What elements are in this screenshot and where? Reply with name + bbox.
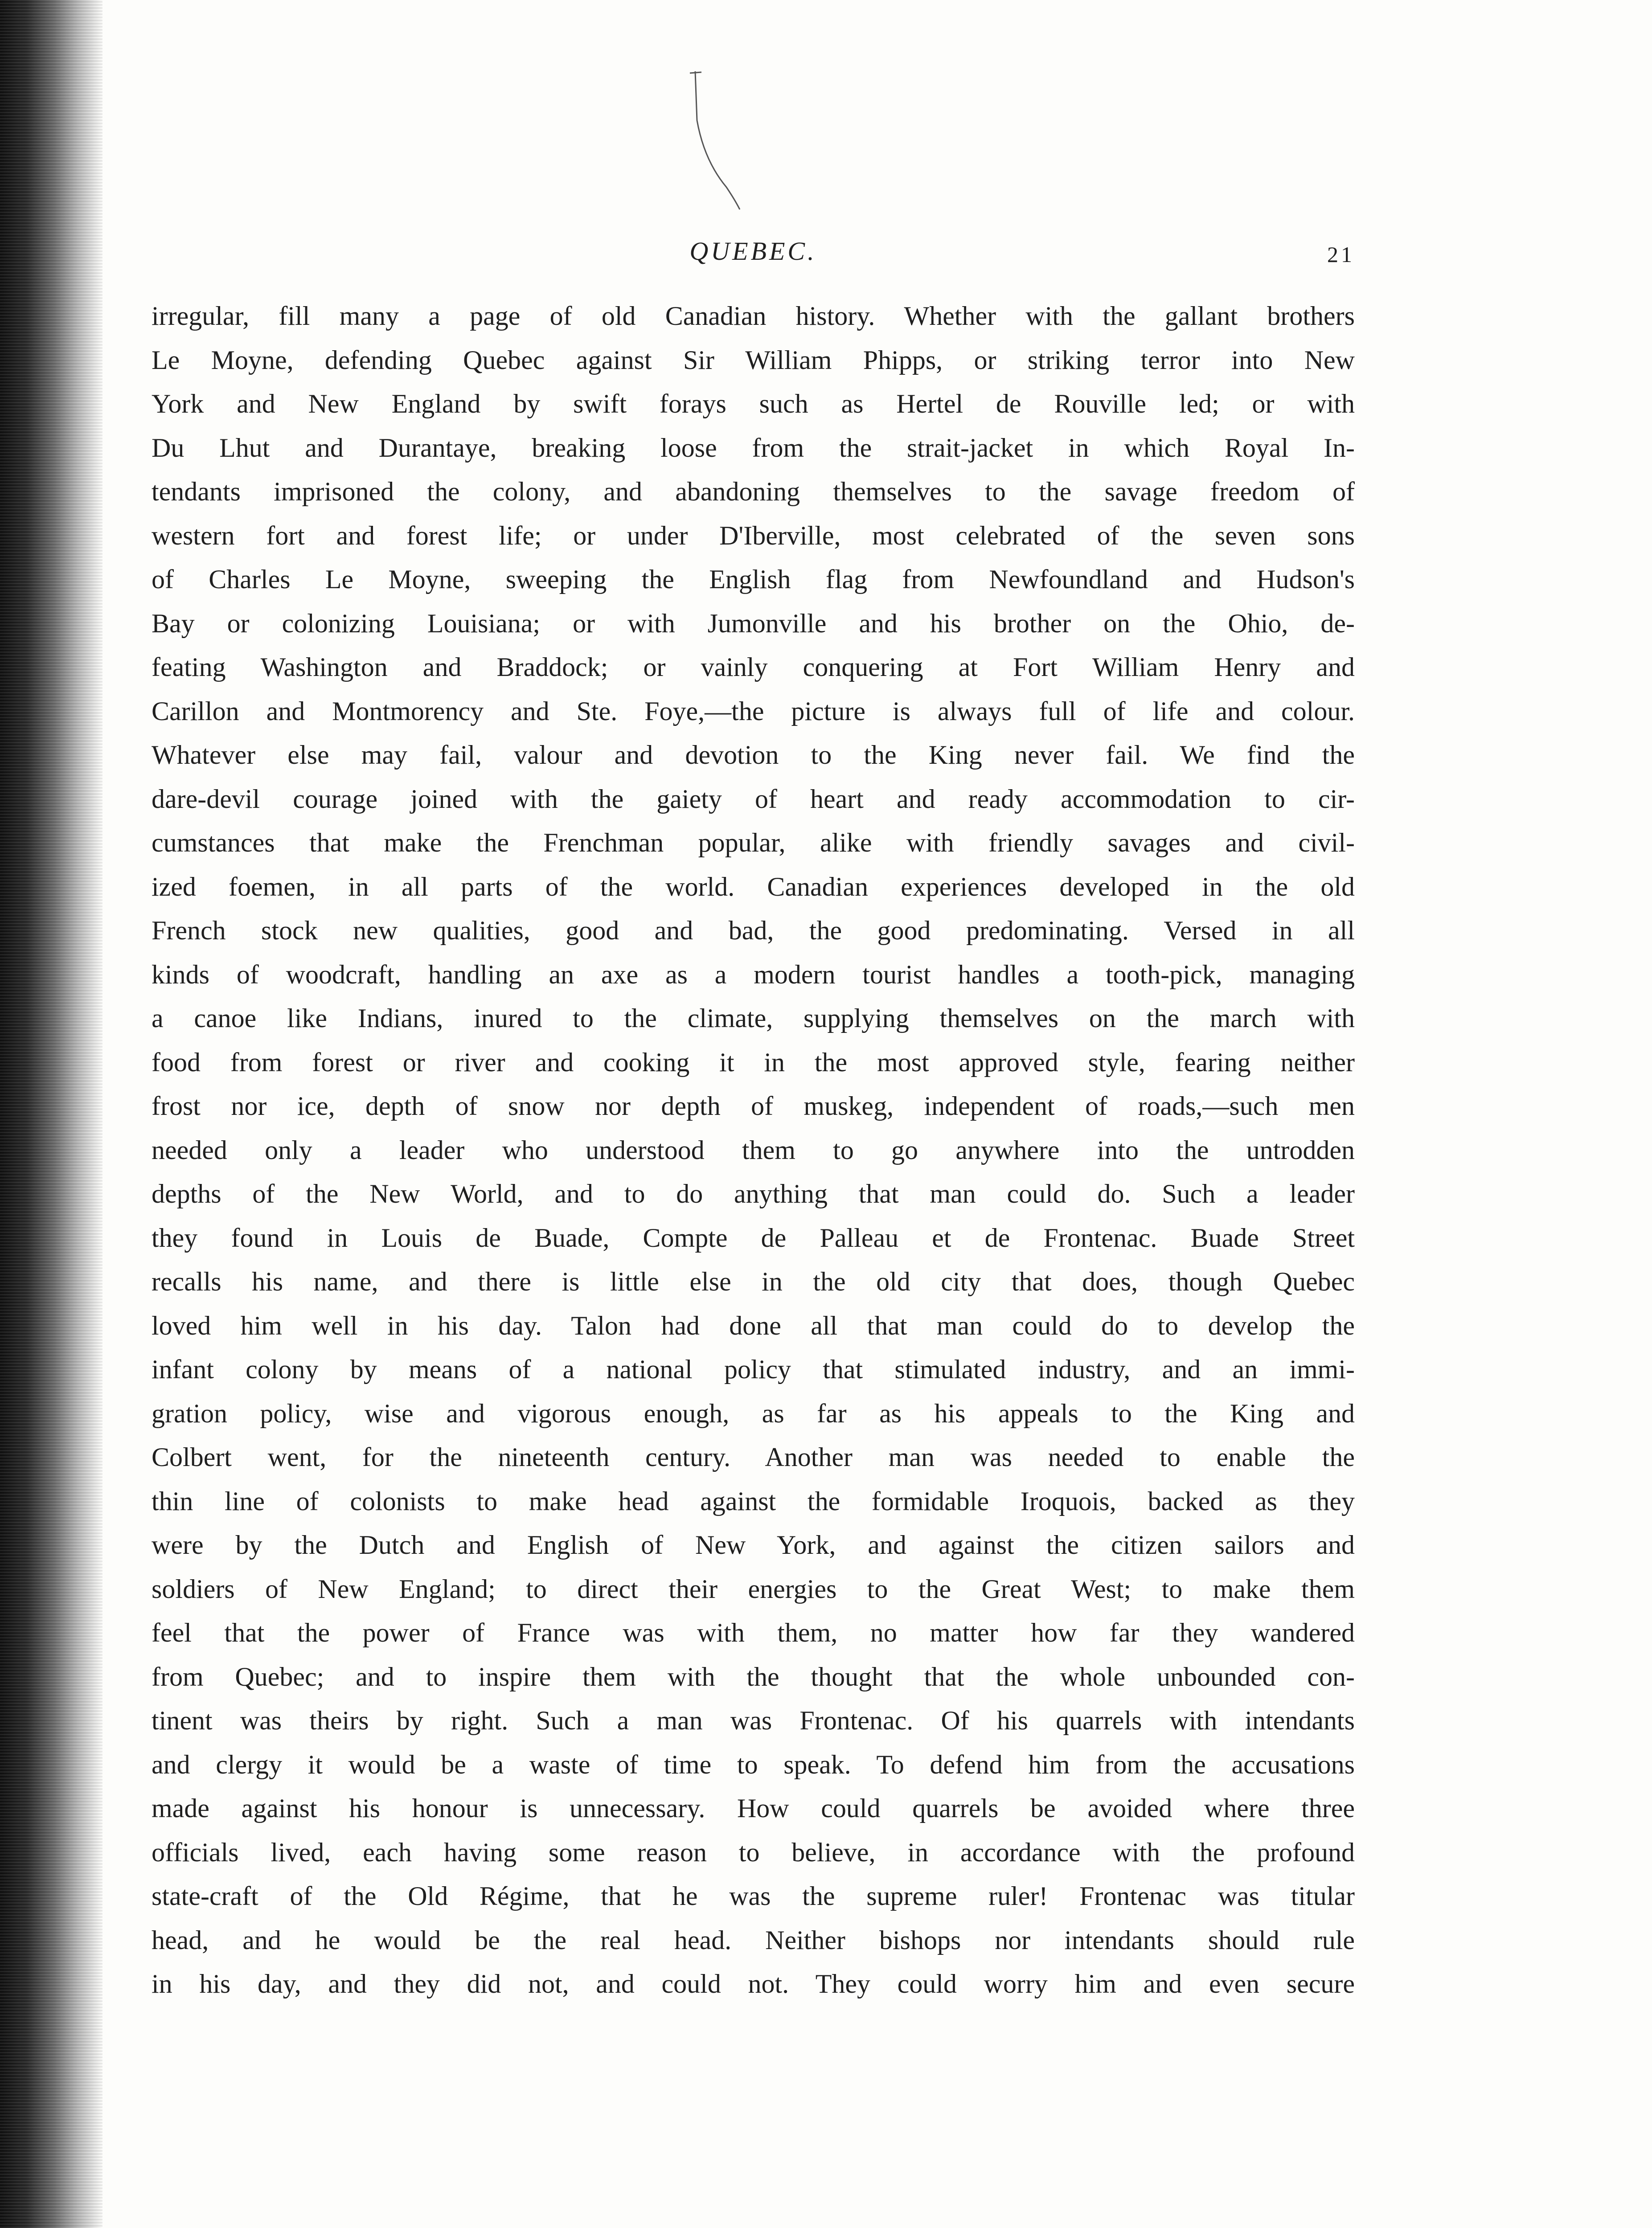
text-line: gration policy, wise and vigorous enough, as far as his appeals to the King and: [152, 1398, 1355, 1428]
text-line: cumstances that make the Frenchman popular, alike with friendly savages and civil-: [152, 828, 1355, 857]
text-line: made against his honour is unnecessary. How could quarrels be avoided where three: [152, 1794, 1355, 1823]
text-line: tendants imprisoned the colony, and abandoning themselves to the savage freedom of: [152, 477, 1355, 506]
text-line: irregular, fill many a page of old Canadian history. Whether with the gallant brothers: [152, 301, 1355, 331]
text-line: thin line of colonists to make head against the formidable Iroquois, backed as they: [152, 1486, 1355, 1516]
text-line: depths of the New World, and to do anything that man could do. Such a leader: [152, 1179, 1355, 1208]
running-head: QUEBEC.: [689, 237, 817, 266]
text-line: recalls his name, and there is little else in the old city that does, though Quebec: [152, 1267, 1355, 1296]
text-line: Whatever else may fail, valour and devotion to the King never fail. We find the: [152, 740, 1355, 770]
text-line: French stock new qualities, good and bad, the good predominating. Versed in all: [152, 916, 1355, 945]
text-line: feating Washington and Braddock; or vainly conquering at Fort William Henry and: [152, 652, 1355, 682]
pencil-mark: [686, 67, 758, 214]
text-line: officials lived, each having some reason to believe, in accordance with the profound: [152, 1837, 1355, 1867]
text-line: in his day, and they did not, and could not. They could worry him and even secure: [152, 1969, 1355, 1999]
text-line: head, and he would be the real head. Neither bishops nor intendants should rule: [152, 1925, 1355, 1955]
text-line: food from forest or river and cooking it in the most approved style, fearing neither: [152, 1047, 1355, 1077]
text-line: Le Moyne, defending Quebec against Sir William Phipps, or striking terror into New: [152, 345, 1355, 375]
text-line: and clergy it would be a waste of time to speak. To defend him from the accusations: [152, 1749, 1355, 1779]
text-line: Du Lhut and Durantaye, breaking loose from the strait-jacket in which Royal In-: [152, 433, 1355, 463]
text-line: frost nor ice, depth of snow nor depth of muskeg, independent of roads,—such men: [152, 1091, 1355, 1121]
text-line: ized foemen, in all parts of the world. Canadian experiences developed in the old: [152, 872, 1355, 901]
text-line: infant colony by means of a national policy that stimulated industry, and an immi-: [152, 1355, 1355, 1384]
text-line: a canoe like Indians, inured to the climate, supplying themselves on the march with: [152, 1003, 1355, 1033]
page-number: 21: [1327, 242, 1355, 267]
text-line: they found in Louis de Buade, Compte de Palleau et de Frontenac. Buade Street: [152, 1223, 1355, 1253]
text-line: Colbert went, for the nineteenth century. Another man was needed to enable the: [152, 1442, 1355, 1472]
page-header: [152, 232, 1355, 281]
body-text: [152, 294, 1355, 2006]
text-line: soldiers of New England; to direct their energies to the Great West; to make them: [152, 1574, 1355, 1604]
text-line: Bay or colonizing Louisiana; or with Jumonville and his brother on the Ohio, de-: [152, 608, 1355, 638]
text-line: loved him well in his day. Talon had done all that man could do to develop the: [152, 1311, 1355, 1340]
text-line: needed only a leader who understood them to go anywhere into the untrodden: [152, 1135, 1355, 1165]
text-line: from Quebec; and to inspire them with the thought that the whole unbounded con-: [152, 1662, 1355, 1691]
text-line: tinent was theirs by right. Such a man was Frontenac. Of his quarrels with intendants: [152, 1706, 1355, 1735]
text-line: of Charles Le Moyne, sweeping the English flag from Newfoundland and Hudson's: [152, 565, 1355, 594]
text-line: were by the Dutch and English of New York, and against the citizen sailors and: [152, 1530, 1355, 1560]
text-line: Carillon and Montmorency and Ste. Foye,—the picture is always full of life and colour.: [152, 696, 1355, 726]
binding-texture: [0, 0, 102, 2228]
text-line: state-craft of the Old Régime, that he was the supreme ruler! Frontenac was titular: [152, 1881, 1355, 1911]
text-line: kinds of woodcraft, handling an axe as a modern tourist handles a tooth-pick, managing: [152, 959, 1355, 989]
text-line: western fort and forest life; or under D'Iberville, most celebrated of the seven sons: [152, 520, 1355, 550]
text-line: dare-devil courage joined with the gaiety of heart and ready accommodation to cir-: [152, 784, 1355, 814]
text-line: York and New England by swift forays such as Hertel de Rouville led; or with: [152, 389, 1355, 418]
text-line: feel that the power of France was with them, no matter how far they wandered: [152, 1618, 1355, 1647]
